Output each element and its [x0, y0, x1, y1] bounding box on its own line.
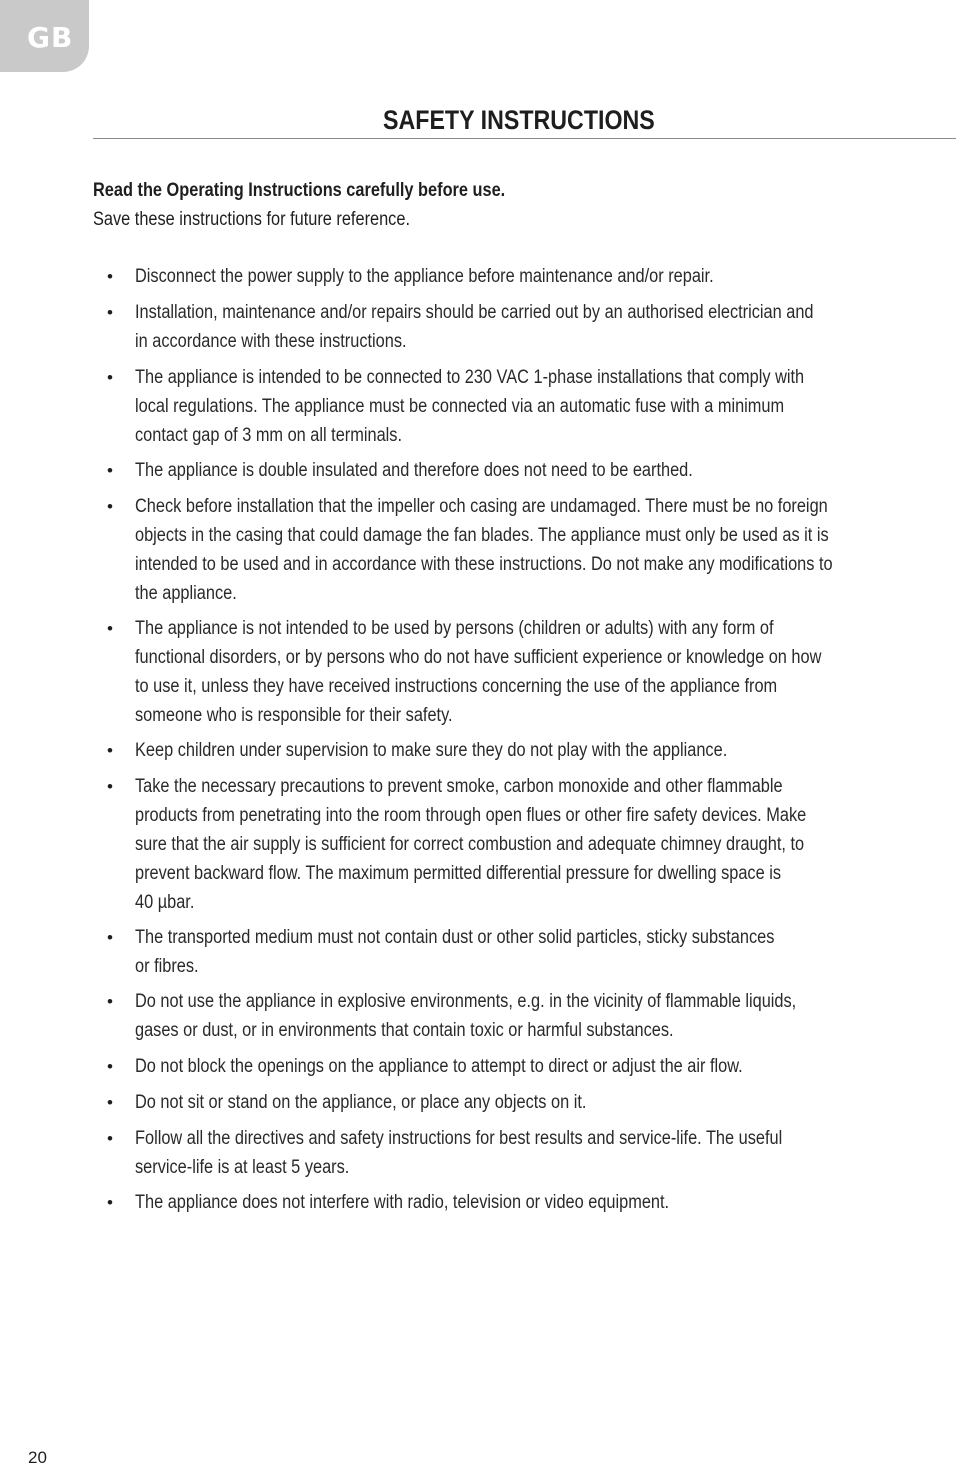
list-item-line: in accordance with these instructions. [135, 331, 407, 352]
bullet-marker: • [107, 777, 113, 796]
list-item-line: The appliance does not interfere with radio, television or video equipment. [135, 1192, 670, 1213]
list-item-line: Take the necessary precautions to prevent smoke, carbon monoxide and other flammable [135, 776, 783, 797]
list-item-line: products from penetrating into the room through open flues or other fire safety devices. Make [135, 805, 807, 826]
bullet-marker: • [107, 1129, 113, 1148]
list-item-text [135, 456, 960, 485]
list-item-text [135, 1124, 960, 1182]
list-item-line: prevent backward flow. The maximum permitted differential pressure for dwelling space is [135, 863, 782, 884]
bullet-marker: • [107, 619, 113, 638]
list-item-text [135, 614, 960, 730]
intro-plain-line: Save these instructions for future reference. [93, 209, 410, 230]
bullet-marker: • [107, 368, 113, 387]
list-item-line: service-life is at least 5 years. [135, 1157, 350, 1178]
list-item-text [135, 1052, 960, 1081]
bullet-marker: • [107, 303, 113, 322]
list-item-line: Follow all the directives and safety instructions for best results and service-life. The useful [135, 1128, 783, 1149]
list-item-line: Check before installation that the impeller och casing are undamaged. There must be no foreign [135, 496, 828, 517]
list-item-line: contact gap of 3 mm on all terminals. [135, 425, 403, 446]
bullet-marker: • [107, 1193, 113, 1212]
bullet-marker: • [107, 267, 113, 286]
list-item-line: functional disorders, or by persons who do not have sufficient experience or knowledge on how [135, 647, 822, 668]
list-item-text [135, 262, 960, 291]
list-item-text [135, 1188, 960, 1217]
list-item-line: someone who is responsible for their safety. [135, 705, 453, 726]
list-item-text [135, 923, 960, 981]
list-item-line: gases or dust, or in environments that contain toxic or harmful substances. [135, 1020, 674, 1041]
bullet-marker: • [107, 741, 113, 760]
page-number: 20 [28, 1448, 47, 1467]
list-item-line: or fibres. [135, 956, 199, 977]
list-item-line: The transported medium must not contain dust or other solid particles, sticky substances [135, 927, 775, 948]
list-item-text [135, 987, 960, 1045]
list-item-line: The appliance is intended to be connected to 230 VAC 1-phase installations that comply with [135, 367, 805, 388]
bullet-marker: • [107, 1093, 113, 1112]
list-item-text [135, 1088, 960, 1117]
list-item-line: intended to be used and in accordance with these instructions. Do not make any modifications to [135, 554, 833, 575]
page-title: SAFETY INSTRUCTIONS [383, 105, 655, 135]
list-item-line: Do not block the openings on the appliance to attempt to direct or adjust the air flow. [135, 1056, 743, 1077]
list-item-line: to use it, unless they have received instructions concerning the use of the appliance from [135, 676, 778, 697]
bullet-marker: • [107, 461, 113, 480]
list-item-line: The appliance is not intended to be used by persons (children or adults) with any form of [135, 618, 774, 639]
list-item-line: Keep children under supervision to make sure they do not play with the appliance. [135, 740, 728, 761]
list-item-line: sure that the air supply is sufficient for correct combustion and adequate chimney draught, to [135, 834, 805, 855]
list-item-line: the appliance. [135, 583, 237, 604]
list-item-line: Installation, maintenance and/or repairs should be carried out by an authorised electrician and [135, 302, 814, 323]
list-item-line: Disconnect the power supply to the appliance before maintenance and/or repair. [135, 266, 714, 287]
list-item-line: Do not sit or stand on the appliance, or place any objects on it. [135, 1092, 587, 1113]
list-item-line: objects in the casing that could damage the fan blades. The appliance must only be used as it is [135, 525, 829, 546]
list-item-line: 40 µbar. [135, 892, 195, 913]
bullet-marker: • [107, 928, 113, 947]
list-item-text [135, 298, 960, 356]
list-item-text [135, 363, 960, 450]
list-item-text [135, 492, 960, 608]
intro-bold-line: Read the Operating Instructions carefully before use. [93, 180, 506, 201]
language-code: GB [27, 21, 74, 54]
list-item-line: Do not use the appliance in explosive environments, e.g. in the vicinity of flammable liquids, [135, 991, 797, 1012]
list-item-line: local regulations. The appliance must be connected via an automatic fuse with a minimum [135, 396, 785, 417]
list-item-line: The appliance is double insulated and therefore does not need to be earthed. [135, 460, 693, 481]
list-item-text [135, 772, 960, 917]
bullet-marker: • [107, 497, 113, 516]
bullet-marker: • [107, 992, 113, 1011]
list-item-text [135, 736, 960, 765]
bullet-marker: • [107, 1057, 113, 1076]
